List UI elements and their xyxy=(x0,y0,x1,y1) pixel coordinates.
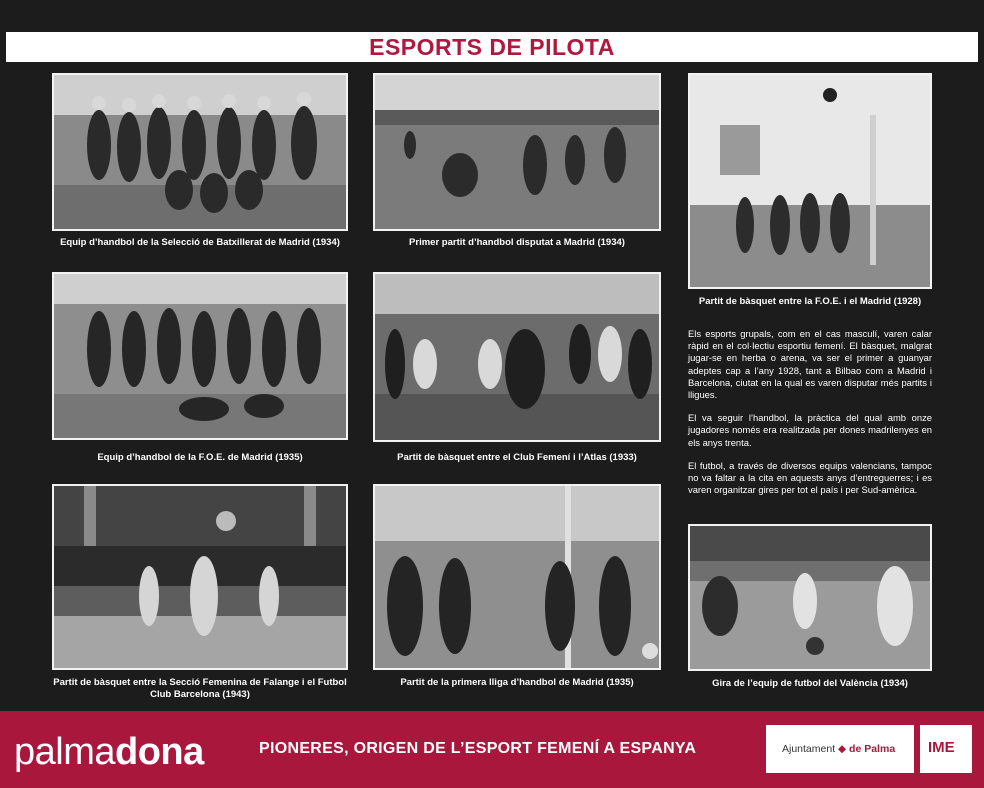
photo-first-handball-match xyxy=(373,73,661,231)
photo-caption: Partit de bàsquet entre la F.O.E. i el Madrid (1928) xyxy=(698,296,922,307)
brand-part: dona xyxy=(115,731,204,773)
ajuntament-text xyxy=(782,743,895,755)
photo-handball-team-foe xyxy=(52,272,348,440)
photo-caption: Gira de l’equip de futbol del València (1934) xyxy=(712,678,908,689)
photo-caption: Partit de bàsquet entre la Secció Femenina de Falange i el Futbol Club Barcelona (1943) xyxy=(53,677,347,700)
brand-part: palma xyxy=(14,731,115,773)
footer-subtitle: PIONERES, ORIGEN DE L’ESPORT FEMENÍ A ESPANYA xyxy=(259,740,697,757)
photo-caption: Partit de bàsquet entre el Club Femení i l’Atlas (1933) xyxy=(397,452,637,463)
ime-text: IME xyxy=(928,739,955,756)
crest-icon: ◆ xyxy=(838,743,847,755)
photo-caption: Equip d’handbol de la F.O.E. de Madrid (1935) xyxy=(97,452,303,463)
paragraph: El futbol, a través de diversos equips valencians, tampoc no va faltar a la cita en aquests anys d’entreguerres; i es varen organitzar gires per tot el país i per Sud-amèrica. xyxy=(688,459,932,496)
description-text xyxy=(688,328,932,507)
photo-football-valencia-tour xyxy=(688,524,932,671)
title-banner xyxy=(6,32,978,62)
photo-basketball-club-femeni-atlas xyxy=(373,272,661,442)
photo-caption: Partit de la primera lliga d’handbol de Madrid (1935) xyxy=(400,677,634,688)
page-title: ESPORTS DE PILOTA xyxy=(369,33,615,60)
palmadona-logo xyxy=(14,731,204,774)
photo-caption: Primer partit d’handbol disputat a Madrid (1934) xyxy=(409,237,625,248)
paragraph: Els esports grupals, com en el cas masculí, varen calar ràpid en el col·lectiu esportiu femení. El bàsquet, malgrat jugar-se en herba o arena, va ser el primer a guanyar adeptes cap a l’any 1928, tant a Bilbao com a Madrid i Barcelona, ciutat en la qual es varen disputar més partits i lligues. xyxy=(688,328,932,401)
photo-first-handball-league xyxy=(373,484,661,670)
photo-basketball-seccio-femenina-barcelona xyxy=(52,484,348,670)
photo-basketball-foe-madrid xyxy=(688,73,932,289)
footer-bar xyxy=(0,711,984,788)
photo-handball-team-batxillerat xyxy=(52,73,348,231)
ime-logo xyxy=(920,725,972,773)
ajuntament-logo xyxy=(766,725,914,773)
paragraph: El va seguir l’handbol, la pràctica del qual amb onze jugadores només era realitzada per dones madrilenyes en els anys trenta. xyxy=(688,412,932,448)
photo-caption: Equip d’handbol de la Selecció de Batxillerat de Madrid (1934) xyxy=(60,237,340,248)
logo-text: Ajuntament xyxy=(782,743,836,755)
logo-text: de Palma xyxy=(849,743,896,755)
